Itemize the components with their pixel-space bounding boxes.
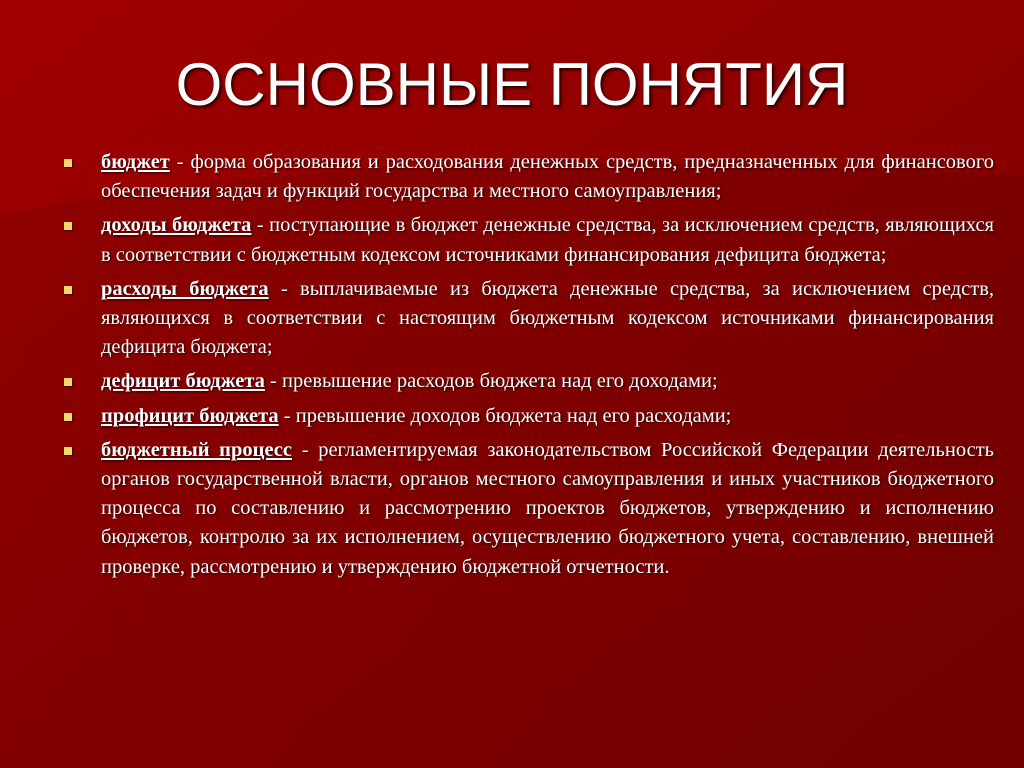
term: дефицит бюджета bbox=[101, 370, 265, 393]
definition: - регламентируемая законодательством Российской Федерации деятельность органов государственной власти, органов местного самоуправления и иных участников бюджетного процесса по составлению и рассмотрению проектов бюджетов, утверждению и исполнению бюджетов, контролю за их исполнением, осуществлению бюджетного учета, составлению, внешней проверке, рассмотрению и утверждению бюджетной отчетности. bbox=[101, 438, 994, 578]
square-bullet-icon bbox=[64, 222, 72, 230]
term: расходы бюджета bbox=[101, 277, 269, 300]
square-bullet-icon bbox=[64, 413, 72, 421]
square-bullet-icon bbox=[64, 378, 72, 386]
list-item bbox=[62, 436, 994, 582]
definition: - превышение доходов бюджета над его расходами; bbox=[278, 404, 732, 427]
list-item bbox=[62, 402, 994, 431]
definition: - превышение расходов бюджета над его доходами; bbox=[264, 370, 718, 393]
term: доходы бюджета bbox=[101, 214, 252, 237]
square-bullet-icon bbox=[64, 447, 72, 455]
square-bullet-icon bbox=[64, 286, 72, 294]
term: бюджетный процесс bbox=[101, 438, 293, 461]
list-item bbox=[62, 275, 994, 363]
list-item bbox=[62, 211, 994, 269]
slide-title: ОСНОВНЫЕ ПОНЯТИЯ bbox=[175, 51, 849, 118]
term: бюджет bbox=[101, 151, 170, 173]
list-item bbox=[62, 148, 994, 206]
definition: - форма образования и расходования денежных средств, предназначенных для финансового обеспечения задач и функций государства и местного самоуправления; bbox=[101, 151, 994, 203]
definition: - выплачиваемые из бюджета денежные средства, за исключением средств, являющихся в соответствии с настоящим бюджетным кодексом источниками финансирования дефицита бюджета; bbox=[101, 277, 994, 359]
term: профицит бюджета bbox=[101, 404, 279, 427]
definitions-list bbox=[62, 148, 994, 587]
list-item bbox=[62, 367, 994, 396]
square-bullet-icon bbox=[64, 159, 72, 167]
definition: - поступающие в бюджет денежные средства, за исключением средств, являющихся в соответствии с бюджетным кодексом источниками финансирования дефицита бюджета; bbox=[101, 214, 994, 266]
